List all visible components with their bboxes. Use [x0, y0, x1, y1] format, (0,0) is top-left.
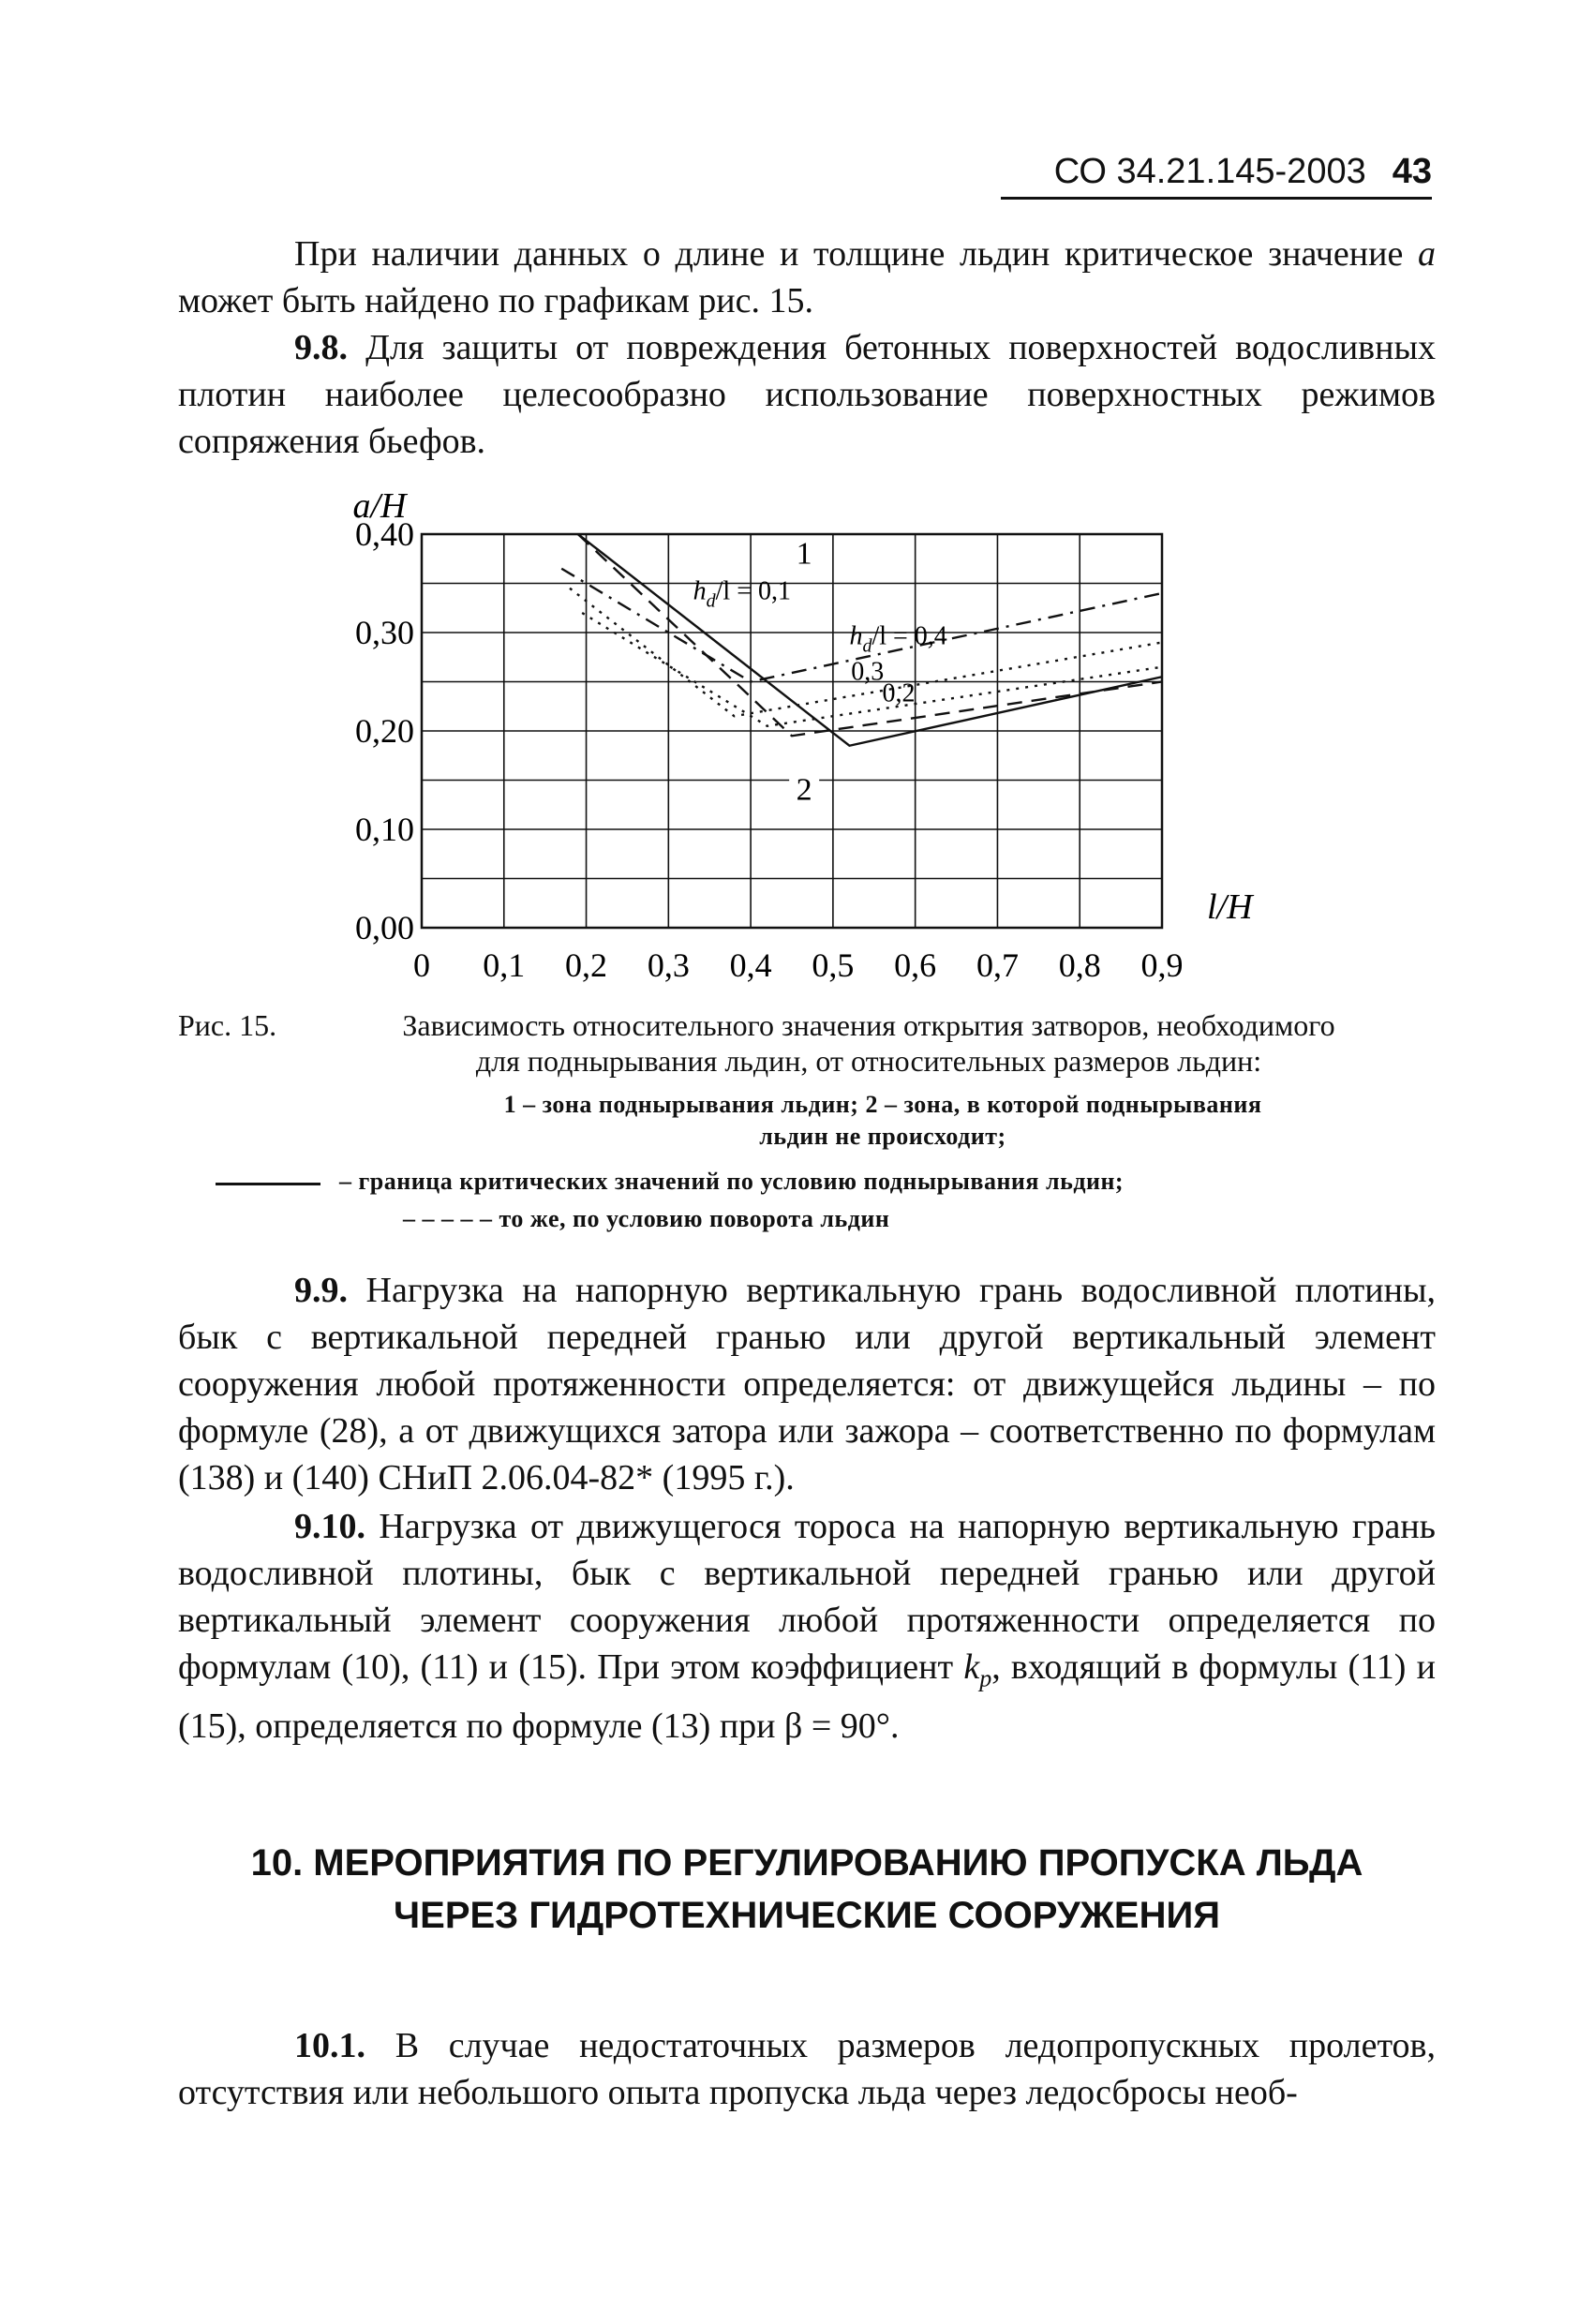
paragraph-number: 9.10.	[294, 1507, 365, 1546]
figure-caption	[178, 1007, 1434, 1079]
x-tick-label: 0,8	[1058, 946, 1101, 984]
intro-text-after: может быть найдено по графикам рис. 15.	[178, 281, 813, 320]
curve-label: $h_d/l = 0,4$	[849, 621, 947, 657]
y-tick-label: 0,40	[355, 515, 414, 553]
paragraph-text: Для защиты от повреждения бетонных поверхностей водосливных плотин наиболее целесообразно использование поверхностных режимов сопряжения бьефов.	[178, 328, 1436, 461]
x-tick-label: 0,4	[729, 946, 772, 984]
x-tick-label: 0,9	[1140, 946, 1184, 984]
x-tick-label: 0,6	[894, 946, 937, 984]
curve-label: $h_d/l = 0,1$	[693, 576, 792, 612]
paragraph-text-a: Нагрузка от движущегося тороса на напорную вертикальную грань водосливной плотины, бык с вертикальной передней гранью или другой вертикальный элемент сооружения любой протяженности определяется по формулам (10), (11) и (15). При этом коэффициент	[178, 1507, 1436, 1687]
caption-line-2: для поднырывания льдин, от относительных размеров льдин:	[475, 1044, 1262, 1078]
caption-line-4: льдин не происходит;	[759, 1123, 1006, 1150]
intro-variable: a	[1418, 234, 1436, 274]
caption-line-6: – – – – – то же, по условию поворота льдин	[403, 1205, 890, 1232]
paragraph-9-8	[178, 324, 1436, 465]
y-tick-label: 0,30	[355, 614, 414, 651]
page-number: 43	[1392, 152, 1432, 191]
caption-line-5: – граница критических значений по условию поднырывания льдин;	[339, 1168, 1125, 1195]
y-tick-label: 0,00	[355, 909, 414, 946]
paragraph-text: В случае недостаточных размеров ледопропускных пролетов, отсутствия или небольшого опыта пропуска льда через ледосбросы необ-	[178, 2026, 1436, 2112]
curve-label: 0,3	[851, 657, 885, 687]
x-tick-label: 0,2	[565, 946, 608, 984]
y-axis-label: a/H	[352, 486, 407, 526]
section-10-heading	[178, 1837, 1436, 1942]
coefficient-subscript: p	[979, 1664, 992, 1692]
zone-label: 1	[796, 536, 812, 572]
paragraph-text-b: , входящий в формулы (11) и (15), определяется по формуле (13) при β = 90°.	[178, 1647, 1436, 1746]
paragraph-number: 9.9.	[294, 1271, 348, 1310]
document-code: СО 34.21.145-2003	[1053, 152, 1366, 191]
curve-label: 0,2	[882, 678, 916, 708]
caption-label: Рис. 15.	[178, 1008, 277, 1042]
caption-line-3: 1 – зона поднырывания льдин; 2 – зона, в которой поднырывания	[503, 1091, 1262, 1118]
y-tick-label: 0,10	[355, 811, 414, 848]
y-tick-label: 0,20	[355, 712, 414, 750]
paragraph-9-10	[178, 1503, 1436, 1750]
paragraph-text: Нагрузка на напорную вертикальную грань водосливной плотины, бык с вертикальной передней гранью или другой вертикальный элемент сооружения любой протяженности определяется: от движущейся льдины – по формуле (28), а от движущихся затора или зажора – соответственно по формулам (138) и (140) СНиП 2.06.04-82* (1995 г.).	[178, 1271, 1436, 1497]
caption-legend-2	[216, 1166, 1434, 1198]
paragraph-10-1	[178, 2022, 1436, 2116]
paragraph-9-9	[178, 1267, 1436, 1501]
x-tick-label: 0,1	[483, 946, 526, 984]
intro-text-before: При наличии данных о длине и толщине льдин критическое значение	[294, 234, 1418, 274]
legend-solid-line-sample	[216, 1183, 320, 1185]
paragraph-number: 9.8.	[294, 328, 348, 367]
caption-line-1: Зависимость относительного значения открытия затворов, необходимого	[402, 1008, 1335, 1042]
x-tick-label: 0,5	[812, 946, 855, 984]
section-title-line-2: ЧЕРЕЗ ГИДРОТЕХНИЧЕСКИЕ СООРУЖЕНИЯ	[394, 1895, 1220, 1936]
x-tick-label: 0,7	[976, 946, 1019, 984]
chart-grid	[422, 534, 1162, 928]
zone-label: 2	[796, 772, 812, 808]
paragraph-number: 10.1.	[294, 2026, 365, 2065]
section-title-line-1: 10. МЕРОПРИЯТИЯ ПО РЕГУЛИРОВАНИЮ ПРОПУСКА ЛЬДА	[250, 1842, 1363, 1884]
intro-paragraph	[178, 231, 1436, 324]
caption-legend-3	[403, 1203, 1434, 1235]
x-tick-label: 0,3	[647, 946, 690, 984]
coefficient-symbol: k	[963, 1647, 980, 1687]
caption-legend-1	[330, 1089, 1436, 1153]
x-axis-label: l/H	[1207, 887, 1253, 927]
chart-labels	[693, 536, 947, 810]
x-tick-label: 0	[413, 946, 430, 984]
figure-15-chart	[309, 478, 1265, 984]
page-header	[1001, 150, 1432, 200]
